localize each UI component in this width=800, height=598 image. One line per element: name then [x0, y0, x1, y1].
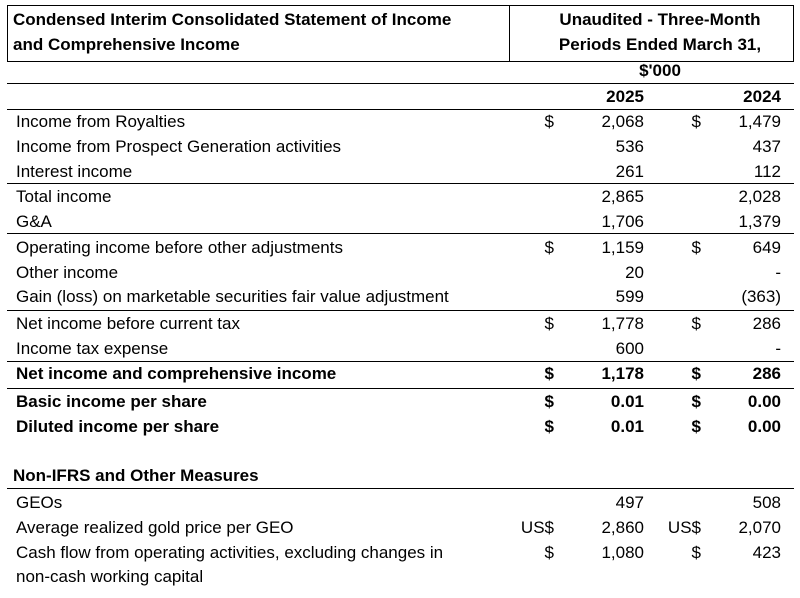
value-2025: 261 [615, 162, 644, 181]
value-2024: 1,379 [738, 212, 781, 231]
currency-2024: $ [691, 364, 701, 383]
currency-2025 [508, 212, 554, 232]
row-label: Operating income before other adjustments [16, 238, 343, 257]
statement-title-line1: Condensed Interim Consolidated Statement of Income [13, 10, 452, 29]
row-label: Other income [16, 263, 119, 282]
row-label: Diluted income per share [16, 417, 220, 436]
value-2024: 286 [752, 364, 781, 383]
currency-2024 [655, 137, 701, 157]
non-ifrs-heading-rule [7, 488, 794, 489]
row-divider [7, 388, 794, 389]
value-2024: - [775, 339, 781, 358]
value-2024: 649 [752, 238, 781, 257]
row-divider [7, 233, 794, 234]
value-2025: 0.01 [610, 392, 644, 411]
value-2024: (363) [741, 287, 781, 306]
row-label: Income from Prospect Generation activities [16, 137, 342, 156]
value-2025: 1,080 [601, 543, 644, 562]
measure-label: GEOs [16, 493, 63, 512]
non-ifrs-heading: Non-IFRS and Other Measures [13, 466, 259, 485]
currency-2025 [508, 162, 554, 182]
value-2024: 437 [752, 137, 781, 156]
currency-2025 [508, 339, 554, 359]
value-2025: 0.01 [610, 417, 644, 436]
row-label: Total income [16, 187, 112, 206]
measure-label: Average realized gold price per GEO [16, 518, 294, 537]
row-label: Income from Royalties [16, 112, 186, 131]
currency-2025 [508, 187, 554, 207]
units-label: $'000 [639, 61, 681, 80]
currency-2025: $ [544, 314, 554, 333]
value-2024: 286 [752, 314, 781, 333]
measure-label-continued: non-cash working capital [16, 567, 204, 586]
value-2025: 1,706 [601, 212, 644, 231]
currency-2024 [655, 493, 701, 513]
row-label: Net income before current tax [16, 314, 240, 333]
value-2024: - [775, 263, 781, 282]
currency-2025: $ [544, 112, 554, 131]
currency-2025: $ [544, 238, 554, 257]
currency-2024: US$ [667, 518, 701, 537]
row-label: G&A [16, 212, 52, 231]
currency-2025: $ [544, 392, 554, 411]
statement-title-line2: and Comprehensive Income [13, 35, 240, 54]
currency-2024: $ [691, 392, 701, 411]
period-header-line1: Unaudited - Three-Month [559, 10, 761, 29]
currency-2024 [655, 339, 701, 359]
value-2025: 1,178 [601, 364, 644, 383]
currency-2024 [655, 162, 701, 182]
currency-2024 [655, 212, 701, 232]
year-header-rule [7, 109, 794, 110]
currency-2024: $ [691, 417, 701, 436]
value-2024: 1,479 [738, 112, 781, 131]
currency-2025: $ [544, 417, 554, 436]
header-left-border [7, 5, 8, 62]
value-2025: 2,068 [601, 112, 644, 131]
value-2025: 600 [615, 339, 644, 358]
row-divider [7, 361, 794, 362]
currency-2024 [655, 287, 701, 307]
row-divider [7, 310, 794, 311]
currency-2024: $ [691, 314, 701, 333]
value-2025: 20 [625, 263, 644, 282]
currency-2025: $ [544, 364, 554, 383]
value-2025: 497 [615, 493, 644, 512]
year-2025-header: 2025 [606, 87, 644, 106]
value-2025: 599 [615, 287, 644, 306]
currency-2024: $ [691, 112, 701, 131]
currency-2025 [508, 263, 554, 283]
value-2024: 423 [752, 543, 781, 562]
year-2024-header: 2024 [743, 87, 781, 106]
value-2024: 2,070 [738, 518, 781, 537]
currency-2025: US$ [520, 518, 554, 537]
header-rule [7, 83, 794, 84]
value-2024: 112 [753, 162, 781, 181]
value-2025: 2,865 [601, 187, 644, 206]
measure-label: Cash flow from operating activities, excluding changes in [16, 543, 444, 562]
row-label: Net income and comprehensive income [16, 364, 337, 383]
row-label: Basic income per share [16, 392, 207, 411]
table-top-border [7, 5, 794, 6]
row-label: Income tax expense [16, 339, 169, 358]
value-2025: 1,778 [601, 314, 644, 333]
period-header-line2: Periods Ended March 31, [558, 35, 762, 54]
value-2025: 536 [615, 137, 644, 156]
currency-2024 [655, 263, 701, 283]
currency-2025 [508, 137, 554, 157]
value-2025: 2,860 [601, 518, 644, 537]
currency-2025 [508, 287, 554, 307]
currency-2024: $ [691, 543, 701, 562]
row-label: Interest income [16, 162, 133, 181]
value-2025: 1,159 [601, 238, 644, 257]
value-2024: 2,028 [738, 187, 781, 206]
currency-2025: $ [544, 543, 554, 562]
value-2024: 0.00 [747, 417, 781, 436]
row-label: Gain (loss) on marketable securities fair value adjustment [16, 287, 449, 306]
currency-2025 [508, 493, 554, 513]
currency-2024 [655, 187, 701, 207]
row-divider [7, 183, 794, 184]
currency-2024: $ [691, 238, 701, 257]
value-2024: 0.00 [747, 392, 781, 411]
value-2024: 508 [752, 493, 781, 512]
